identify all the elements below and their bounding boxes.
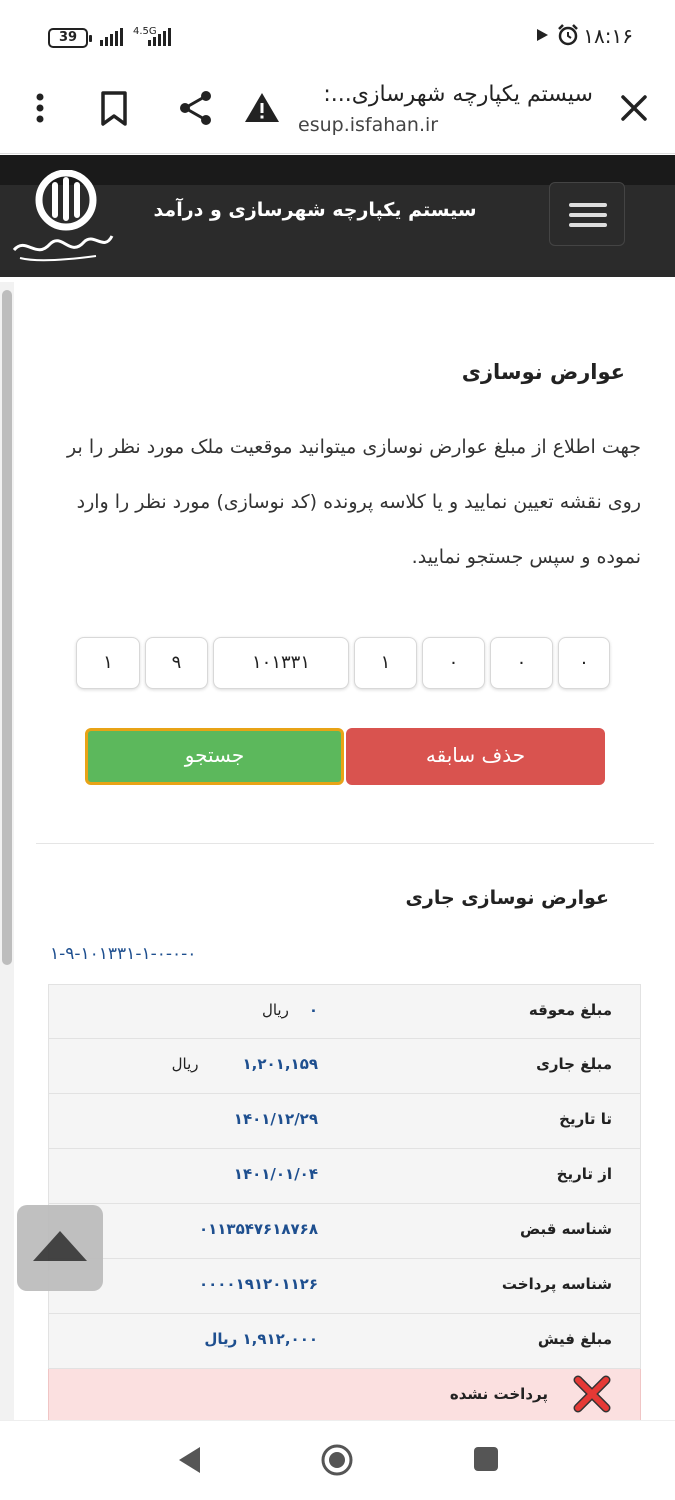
code-field-7[interactable]: ۰	[558, 637, 610, 689]
play-icon	[535, 28, 549, 42]
section-divider	[36, 843, 654, 844]
value-text: ۰	[308, 1001, 318, 1019]
row-label: مبلغ فیش	[537, 1330, 612, 1348]
hamburger-icon-line	[569, 203, 607, 207]
hamburger-menu-button[interactable]	[549, 182, 625, 246]
row-value: ۱۴۰۱/۰۱/۰۴	[233, 1165, 318, 1183]
scrollbar-thumb[interactable]	[2, 290, 12, 965]
code-field-4[interactable]: ۱	[354, 637, 417, 689]
row-value: ۰۰۰۰۱۹۱۲۰۱۱۲۶	[198, 1275, 318, 1293]
table-row	[48, 1149, 641, 1204]
arrow-up-icon	[33, 1231, 87, 1261]
code-field-1[interactable]: ۱	[76, 637, 140, 689]
payment-status-row	[48, 1369, 641, 1421]
fee-info-table	[48, 984, 641, 1421]
signal-icon	[100, 24, 182, 50]
recent-apps-icon[interactable]	[474, 1447, 498, 1471]
more-icon[interactable]	[20, 88, 60, 128]
row-value: ۱۴۰۱/۱۲/۲۹	[233, 1110, 318, 1128]
file-code-link[interactable]: ۱-۹-۱۰۱۳۳۱-۱-۰-۰-۰	[50, 944, 197, 964]
row-value: ۰۱۱۳۵۴۷۶۱۸۷۶۸	[198, 1220, 318, 1238]
scroll-to-top-button[interactable]	[17, 1205, 103, 1291]
value-unit: ریال	[171, 1055, 199, 1073]
table-row	[48, 1094, 641, 1149]
row-value	[172, 1055, 318, 1073]
hamburger-icon-line	[569, 223, 607, 227]
row-label: مبلغ معوقه	[528, 1001, 612, 1019]
row-label: تا تاریخ	[559, 1110, 612, 1128]
table-row	[48, 1314, 641, 1369]
clock: ۱۸:۱۶	[583, 24, 633, 48]
back-icon[interactable]	[176, 1444, 204, 1476]
result-heading: عوارض نوسازی جاری	[405, 887, 609, 909]
red-x-icon	[572, 1375, 612, 1413]
status-bar	[0, 0, 675, 72]
table-row	[48, 984, 641, 1039]
row-label: از تاریخ	[556, 1165, 612, 1183]
payment-status-text: پرداخت نشده	[449, 1385, 548, 1403]
hamburger-icon-line	[569, 213, 607, 217]
delete-history-button[interactable]: حذف سابقه	[346, 728, 605, 785]
page-title[interactable]: سیستم یکپارچه شهرسازی...:	[323, 82, 593, 107]
isfahan-municipality-logo[interactable]	[6, 170, 118, 266]
browser-toolbar	[0, 72, 675, 154]
code-field-2[interactable]: ۹	[145, 637, 208, 689]
value-text: ۱,۲۰۱,۱۵۹	[242, 1055, 318, 1073]
table-row	[48, 1259, 641, 1314]
url-host[interactable]: esup.isfahan.ir	[298, 114, 439, 136]
site-title: سیستم یکپارچه شهرسازی و درآمد	[153, 199, 477, 221]
network-type: 4.5G	[133, 26, 157, 37]
description-text: جهت اطلاع از مبلغ عوارض نوسازی میتوانید موقعیت ملک مورد نظر را بر روی نقشه تعیین نمایید و یا کلاسه پرونده (کد نوسازی) مورد نظر را وارد نموده و سپس جستجو نمایید.	[67, 436, 641, 568]
code-field-6[interactable]: ۰	[490, 637, 553, 689]
code-field-3[interactable]: ۱۰۱۳۳۱	[213, 637, 349, 689]
bookmark-icon[interactable]	[94, 88, 134, 128]
alarm-icon	[557, 24, 579, 46]
row-label: مبلغ جاری	[536, 1055, 612, 1073]
row-label: شناسه قبض	[520, 1220, 612, 1238]
row-value	[262, 1001, 318, 1019]
code-field-5[interactable]: ۰	[422, 637, 485, 689]
value-unit: ریال	[261, 1001, 289, 1019]
close-icon[interactable]	[614, 88, 654, 128]
row-value: ۱,۹۱۲,۰۰۰ ریال	[204, 1330, 318, 1348]
share-icon[interactable]	[176, 88, 216, 128]
table-row	[48, 1204, 641, 1259]
home-icon[interactable]	[320, 1443, 354, 1477]
search-button[interactable]: جستجو	[85, 728, 344, 785]
battery-icon: 39	[48, 28, 88, 48]
table-row	[48, 1039, 641, 1094]
row-label: شناسه پرداخت	[501, 1275, 612, 1293]
page-heading: عوارض نوسازی	[461, 360, 625, 384]
warning-icon[interactable]	[242, 88, 282, 128]
